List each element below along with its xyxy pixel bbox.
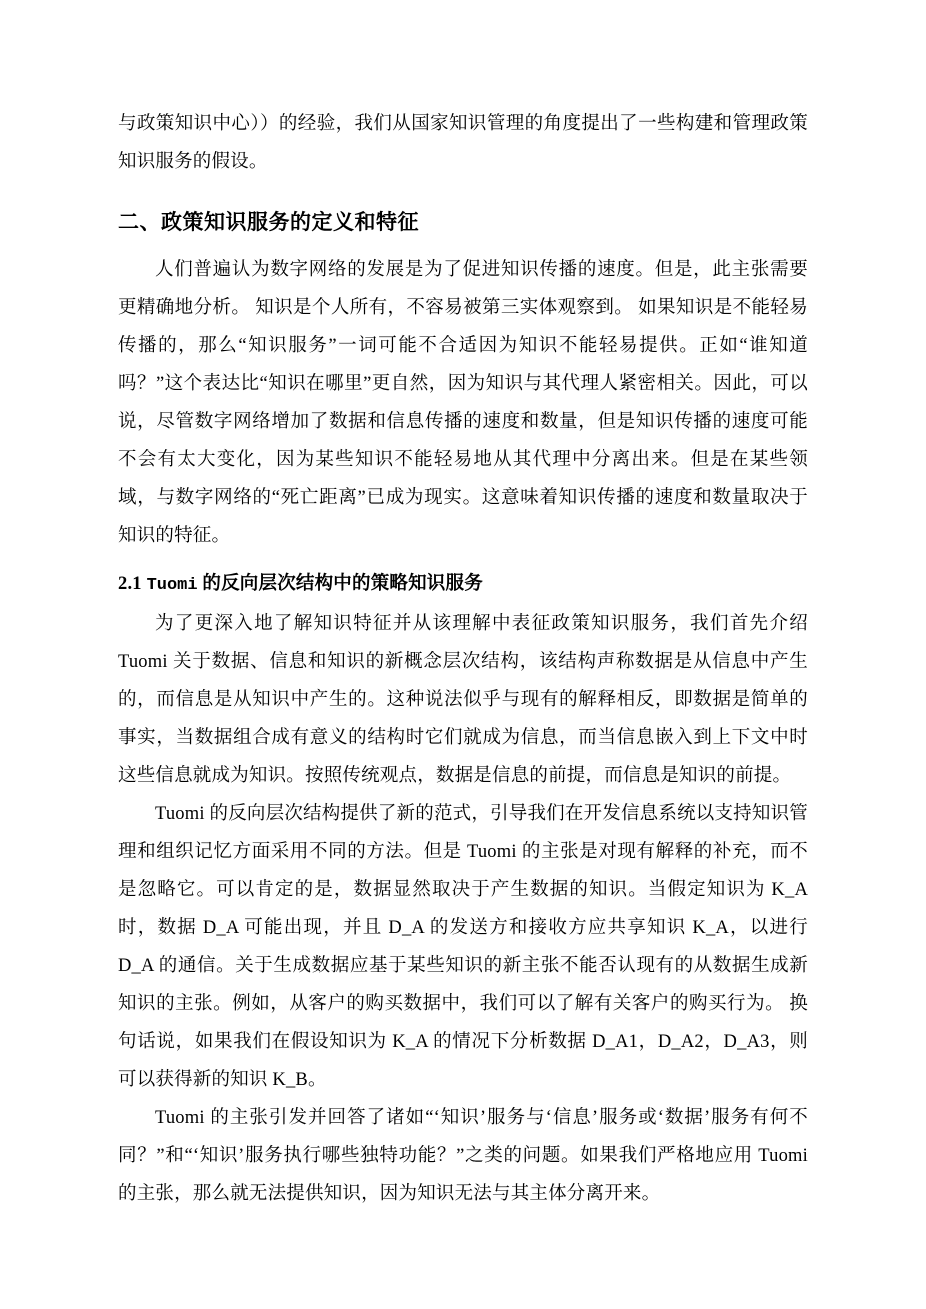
paragraph-tuomi-1: 为了更深入地了解知识特征并从该理解中表征政策知识服务，我们首先介绍 Tuomi 关于数据、信息和知识的新概念层次结构，该结构声称数据是从信息中产生的，而信息是从知识中产生的。这种说法似乎与现有的解释相反，即数据是简单的事实，当数据组合成有意义的结构时它们就成为信息，而当信息嵌入到上下文中时这些信息就成为知识。按照传统观点，数据是信息的前提，而信息是知识的前提。 xyxy=(118,614,808,786)
paragraph-tuomi-3: Tuomi 的主张引发并回答了诸如“‘知识’服务与‘信息’服务或‘数据’服务有何不同？”和“‘知识’服务执行哪些独特功能？”之类的问题。如果我们严格地应用 Tuomi 的主张，那么就无法提供知识，因为知识无法与其主体分离开来。 xyxy=(118,1108,808,1204)
paragraph-intro-continued: 与政策知识中心））的经验，我们从国家知识管理的角度提出了一些构建和管理政策知识服务的假设。 xyxy=(118,114,808,172)
paragraph-definition-1: 人们普遍认为数字网络的发展是为了促进知识传播的速度。但是，此主张需要更精确地分析。 知识是个人所有，不容易被第三实体观察到。 如果知识是不能轻易传播的，那么“知识服务”一词可能不合适因为知识不能轻易提供。正如“谁知道吗？”这个表达比“知识在哪里”更自然，因为知识与其代理人紧密相关。因此，可以说，尽管数字网络增加了数据和信息传播的速度和数量，但是知识传播的速度可能不会有太大变化，因为某些知识不能轻易地从其代理中分离出来。但是在某些领域，与数字网络的“死亡距离”已成为现实。这意味着知识传播的速度和数量取决于知识的特征。 xyxy=(118,260,808,546)
subsection-number: 2.1 xyxy=(118,574,142,594)
subsection-title-text: 的反向层次结构中的策略知识服务 xyxy=(202,574,483,594)
section-heading-2: 二、政策知识服务的定义和特征 xyxy=(118,210,419,234)
subsection-mono-term: Tuomi xyxy=(146,576,198,595)
paragraph-tuomi-2: Tuomi 的反向层次结构提供了新的范式，引导我们在开发信息系统以支持知识管理和组织记忆方面采用不同的方法。但是 Tuomi 的主张是对现有解释的补充，而不是忽略它。可以肯定的是，数据显然取决于产生数据的知识。当假定知识为 K_A 时，数据 D_A 可能出现，并且 D_A 的发送方和接收方应共享知识 K_A，以进行 D_A 的通信。关于生成数据应基于某些知识的新主张不能否认现有的从数据生成新知识的主张。例如，从客户的购买数据中，我们可以了解有关客户的购买行为。 换句话说，如果我们在假设知识为 K_A 的情况下分析数据 D_A1，D_A2，D_A3，则可以获得新的知识 K_B。 xyxy=(118,804,808,1090)
subsection-heading-2-1 xyxy=(118,565,808,605)
